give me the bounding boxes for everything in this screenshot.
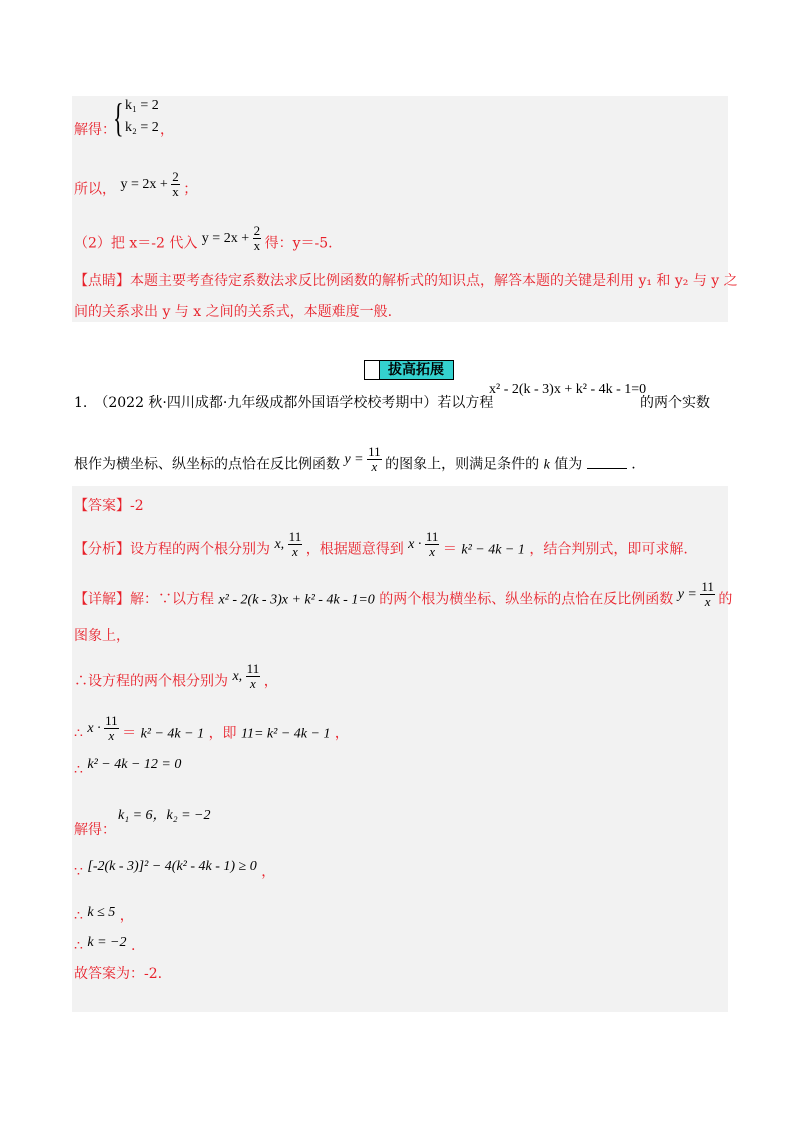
section-box-icon — [365, 361, 380, 379]
step1-eq: ＝ — [122, 725, 137, 742]
analysis-product — [408, 529, 443, 559]
set-den: x — [250, 676, 256, 691]
so-formula-left: y = 2x + — [120, 176, 168, 192]
disc-eq: [-2(k - 3)]² − 4(k² - 4k - 1) ≥ 0 — [87, 859, 257, 874]
so-tail: ； — [183, 181, 198, 198]
func-expression — [344, 444, 385, 474]
set-num: 11 — [246, 661, 260, 676]
step1-rhs2: 11= k² − 4k − 1 — [241, 726, 331, 742]
roots-fraction — [288, 530, 303, 559]
analysis-line — [74, 529, 688, 565]
brace-icon: { — [113, 95, 124, 140]
so-line — [74, 169, 198, 205]
system-comma: ， — [160, 122, 174, 138]
set-fraction — [246, 662, 261, 691]
prod-x: x · — [408, 536, 422, 552]
problem-prefix: 1. （2022 秋·四川成都·九年级成都外国语学校校考期中）若以方程 — [74, 395, 494, 411]
q2-suffix: 得：y＝-5. — [264, 235, 333, 252]
func-fraction — [367, 445, 382, 474]
so-formula — [120, 169, 183, 199]
solve2-label: 解得： — [74, 822, 116, 838]
set-roots — [232, 661, 263, 691]
k-end: . — [130, 938, 136, 954]
q2-formula — [201, 223, 265, 253]
step2-prefix: ∴ — [74, 762, 83, 778]
step2-eq: k² − 4k − 12 = 0 — [87, 757, 182, 772]
detail-equation: x² - 2(k - 3)x + k² - 4k - 1=0 — [218, 592, 375, 608]
roots-x: x, — [274, 536, 285, 552]
solve-label: 解得： — [74, 122, 116, 138]
analysis-suffix: ，结合判别式，即可求解. — [529, 541, 688, 558]
detail-y: y = — [677, 586, 697, 602]
le-end: ， — [119, 908, 134, 924]
step1-prefix: ∴ — [74, 725, 83, 742]
k-eq: k = −2 — [87, 935, 127, 950]
q2-line — [74, 223, 333, 259]
problem-line-2 — [74, 444, 636, 480]
q2-frac-num: 2 — [253, 223, 261, 238]
solve2-eq: k₁ = 6，k₂ = −2 — [118, 808, 211, 823]
system-k2: k₂ = 2 — [125, 120, 159, 135]
analysis-roots — [274, 529, 305, 559]
system-k1: k₁ = 2 — [125, 98, 159, 113]
func-num: 11 — [368, 444, 381, 459]
step1-mid: ，即 — [208, 725, 237, 742]
q2-fraction — [253, 224, 262, 253]
q2-formula-left: y = 2x + — [201, 230, 250, 246]
prod-num: 11 — [425, 529, 439, 544]
so-fraction — [171, 170, 180, 199]
step1-line — [74, 713, 349, 749]
set-roots-line — [74, 661, 278, 697]
detail-fraction — [700, 580, 715, 609]
problem-equation: x² - 2(k - 3)x + k² - 4k - 1=0 — [489, 382, 647, 397]
section-title — [364, 360, 454, 380]
problem-line2-end: 值为 — [554, 456, 583, 473]
final-answer: 故答案为：-2. — [74, 966, 163, 982]
detail-mid: 的两个根为横坐标、纵坐标的点恰在反比例函数 — [379, 591, 674, 608]
problem-line2-suffix: 的图象上，则满足条件的 — [385, 456, 540, 473]
k-prefix: ∴ — [74, 938, 83, 954]
step1-end: ， — [334, 725, 349, 742]
step1-x: x · — [87, 720, 101, 736]
answer-line: 【答案】-2 — [74, 498, 144, 514]
set-end: ， — [263, 673, 278, 690]
detail-line-2: 图象上， — [74, 628, 130, 644]
prod-eq: ＝ — [442, 541, 457, 558]
step1-num: 11 — [105, 713, 118, 728]
detail-prefix: 【详解】解：∵以方程 — [74, 591, 214, 608]
q2-prefix: （2）把 x＝-2 代入 — [74, 235, 198, 252]
problem-line1-suffix: 的两个实数 — [640, 395, 710, 411]
le-eq: k ≤ 5 — [87, 905, 116, 920]
problem-line2-prefix: 根作为横坐标、纵坐标的点恰在反比例函数 — [74, 456, 340, 473]
roots-den: x — [292, 544, 298, 559]
detail-end: 的 — [718, 591, 733, 608]
step1-den: x — [108, 728, 115, 743]
detail-line-1 — [74, 579, 733, 615]
step1-rhs: k² − 4k − 1 — [140, 726, 205, 742]
answer-blank[interactable] — [587, 454, 627, 469]
problem-period: . — [631, 456, 636, 473]
detail-num: 11 — [701, 579, 714, 594]
prod-rhs: k² − 4k − 1 — [461, 542, 525, 558]
step1-fraction — [104, 714, 119, 743]
k-var: k — [543, 457, 550, 473]
le-prefix: ∴ — [74, 908, 83, 924]
func-y: y = — [344, 451, 364, 467]
prod-fraction — [425, 530, 440, 559]
step2-line — [74, 757, 182, 781]
problem-line-1 — [74, 393, 493, 413]
analysis-prefix: 【分析】设方程的两个根分别为 — [74, 541, 270, 558]
prod-den: x — [429, 544, 436, 559]
func-den: x — [371, 459, 378, 474]
disc-line — [74, 859, 276, 883]
so-frac-num: 2 — [172, 169, 179, 184]
set-x: x, — [232, 668, 243, 684]
comment-line-2: 间的关系求出 y 与 x 之间的关系式，本题难度一般. — [74, 304, 393, 320]
q2-frac-den: x — [253, 238, 261, 253]
disc-end: ， — [261, 864, 276, 880]
le-line — [74, 906, 134, 927]
disc-prefix: ∵ — [74, 864, 83, 880]
so-frac-den: x — [172, 184, 179, 199]
section-title-text: 拔高拓展 — [388, 362, 444, 378]
k-line — [74, 936, 135, 957]
detail-den: x — [704, 594, 711, 609]
set-prefix: ∴设方程的两个根分别为 — [74, 673, 228, 690]
roots-num: 11 — [288, 529, 302, 544]
comment-line-1: 【点睛】本题主要考查待定系数法求反比例函数的解析式的知识点，解答本题的关键是利用 y₁ 和 y₂ 与 y 之 — [74, 273, 738, 289]
step1-product — [87, 713, 122, 743]
so-label: 所以， — [74, 181, 116, 198]
analysis-mid: ，根据题意得到 — [305, 541, 404, 558]
detail-function — [677, 579, 719, 609]
